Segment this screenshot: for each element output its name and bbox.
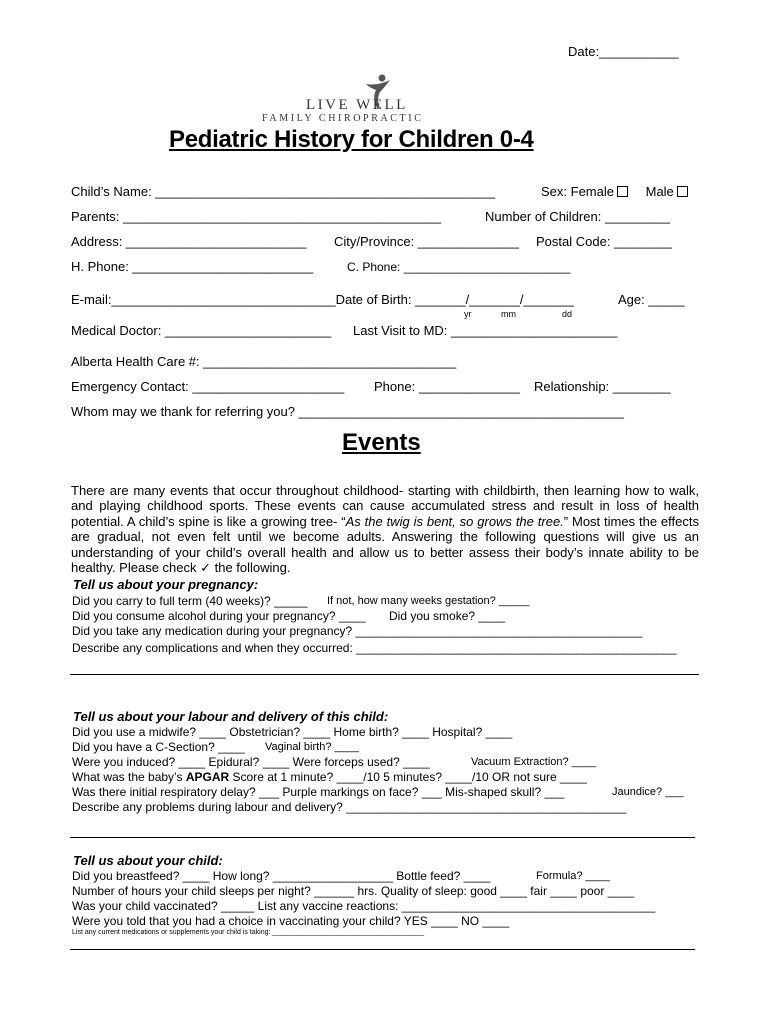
date-field[interactable]: Date:___________ (568, 44, 679, 59)
logo-main: LIVE WELL (306, 97, 408, 113)
pregnancy-answer-line[interactable] (70, 674, 699, 675)
labour-problems-question[interactable]: Describe any problems during labour and delivery? __________________________________________ (72, 800, 627, 814)
midwife-question[interactable]: Did you use a midwife? ____ Obstetrician? ____ Home birth? ____ Hospital? ____ (72, 725, 513, 739)
male-checkbox[interactable] (677, 186, 688, 197)
events-text-1: There are many events that occur throughout childhood- starting with childbirth, then learning how to walk, and playing childhood sports. These events can cause accumulated stress and result in loss of health potential. A child’s spine is like a growing tree- “ (71, 483, 699, 529)
home-phone-field[interactable]: H. Phone: _________________________ (71, 259, 314, 274)
medical-doctor-field[interactable]: Medical Doctor: _______________________ (71, 323, 332, 338)
complications-question[interactable]: Describe any complications and when they occurred: ________________________________________________ (72, 641, 677, 655)
logo (262, 72, 460, 124)
apgar-text-2: Score at 1 minute? ____/10 5 minutes? ____/10 OR not sure ____ (229, 770, 587, 784)
age-field[interactable]: Age: _____ (618, 292, 685, 307)
dob-yr-label: yr (464, 309, 472, 319)
dob-dd-label: dd (562, 309, 573, 319)
smoke-question[interactable]: Did you smoke? ____ (389, 609, 506, 623)
apgar-bold: APGAR (185, 770, 230, 784)
sex-female-label: Sex: Female (541, 184, 614, 199)
alberta-health-care-field[interactable]: Alberta Health Care #: ___________________________________ (71, 354, 457, 369)
child-heading: Tell us about your child: (73, 853, 223, 868)
jaundice-question[interactable]: Jaundice? ___ (612, 786, 684, 798)
number-of-children-field[interactable]: Number of Children: _________ (485, 209, 671, 224)
logo-sub: FAMILY CHIROPRACTIC (262, 113, 424, 124)
child-answer-line[interactable] (70, 949, 695, 950)
female-checkbox[interactable] (617, 186, 628, 197)
labour-heading: Tell us about your labour and delivery of this child: (73, 709, 389, 724)
events-text-italic: As the twig is bent, so grows the tree. (345, 513, 564, 529)
parents-field[interactable]: Parents: ____________________________________________ (71, 209, 442, 224)
sleep-question[interactable]: Number of hours your child sleeps per night? ______ hrs. Quality of sleep: good ____ fair ____ poor ____ (72, 884, 635, 898)
city-province-field[interactable]: City/Province: ______________ (334, 234, 520, 249)
last-visit-field[interactable]: Last Visit to MD: _______________________ (353, 323, 618, 338)
email-dob-field[interactable]: E-mail:_______________________________Date of Birth: _______/_______/_______ (71, 292, 575, 307)
postal-code-field[interactable]: Postal Code: ________ (536, 234, 672, 249)
dob-mm-label: mm (501, 309, 516, 319)
emergency-phone-field[interactable]: Phone: ______________ (374, 379, 521, 394)
events-heading: Events (342, 429, 421, 456)
vacuum-question[interactable]: Vacuum Extraction? ____ (471, 756, 597, 768)
pregnancy-heading: Tell us about your pregnancy: (73, 577, 259, 592)
induced-question[interactable]: Were you induced? ____ Epidural? ____ Were forceps used? ____ (72, 755, 430, 769)
apgar-question[interactable] (72, 770, 587, 784)
address-field[interactable]: Address: _________________________ (71, 234, 307, 249)
vaccinated-question[interactable]: Was your child vaccinated? _____ List any vaccine reactions: ______________________________________ (72, 899, 656, 913)
alcohol-question[interactable]: Did you consume alcohol during your pregnancy? ____ (72, 609, 366, 623)
c-section-question[interactable]: Did you have a C-Section? ____ (72, 740, 245, 754)
referring-field[interactable]: Whom may we thank for referring you? _____________________________________________ (71, 404, 624, 419)
apgar-text-1: What was the baby’s (72, 770, 186, 784)
sex-male-label: Male (645, 184, 674, 199)
labour-answer-line[interactable] (70, 837, 695, 838)
cell-phone-field[interactable]: C. Phone: _________________________ (347, 260, 571, 274)
vaccine-choice-question[interactable]: Were you told that you had a choice in vaccinating your child? YES ____ NO ____ (72, 914, 510, 928)
full-term-question[interactable]: Did you carry to full term (40 weeks)? _____ (72, 594, 308, 608)
medication-question[interactable]: Did you take any medication during your pregnancy? ___________________________________________ (72, 624, 643, 638)
breastfeed-question[interactable]: Did you breastfeed? ____ How long? __________________ Bottle feed? ____ (72, 869, 491, 883)
page-title: Pediatric History for Children 0-4 (169, 126, 534, 153)
vaginal-birth-question[interactable]: Vaginal birth? ____ (265, 741, 359, 753)
respiratory-question[interactable]: Was there initial respiratory delay? ___ Purple markings on face? ___ Mis-shaped skull? ___ (72, 785, 565, 799)
relationship-field[interactable]: Relationship: ________ (534, 379, 671, 394)
events-text-2: ” Most times the effects are gradual, not even felt until we become adults. Answering the following questions will give us an understanding of your child’s overall health and allow us to better assess their body’s innate ability to be healthy. Please check ✓ the following. (71, 513, 699, 576)
formula-question[interactable]: Formula? ____ (536, 870, 610, 882)
childs-name-field[interactable]: Child’s Name: _______________________________________________ (71, 184, 496, 199)
sex-field (541, 184, 688, 199)
medications-question[interactable]: List any current medications or supplements your child is taking: _______________________________________ (72, 929, 425, 936)
gestation-question[interactable]: If not, how many weeks gestation? _____ (327, 595, 530, 607)
emergency-contact-field[interactable]: Emergency Contact: _____________________ (71, 379, 345, 394)
events-paragraph (71, 483, 699, 575)
